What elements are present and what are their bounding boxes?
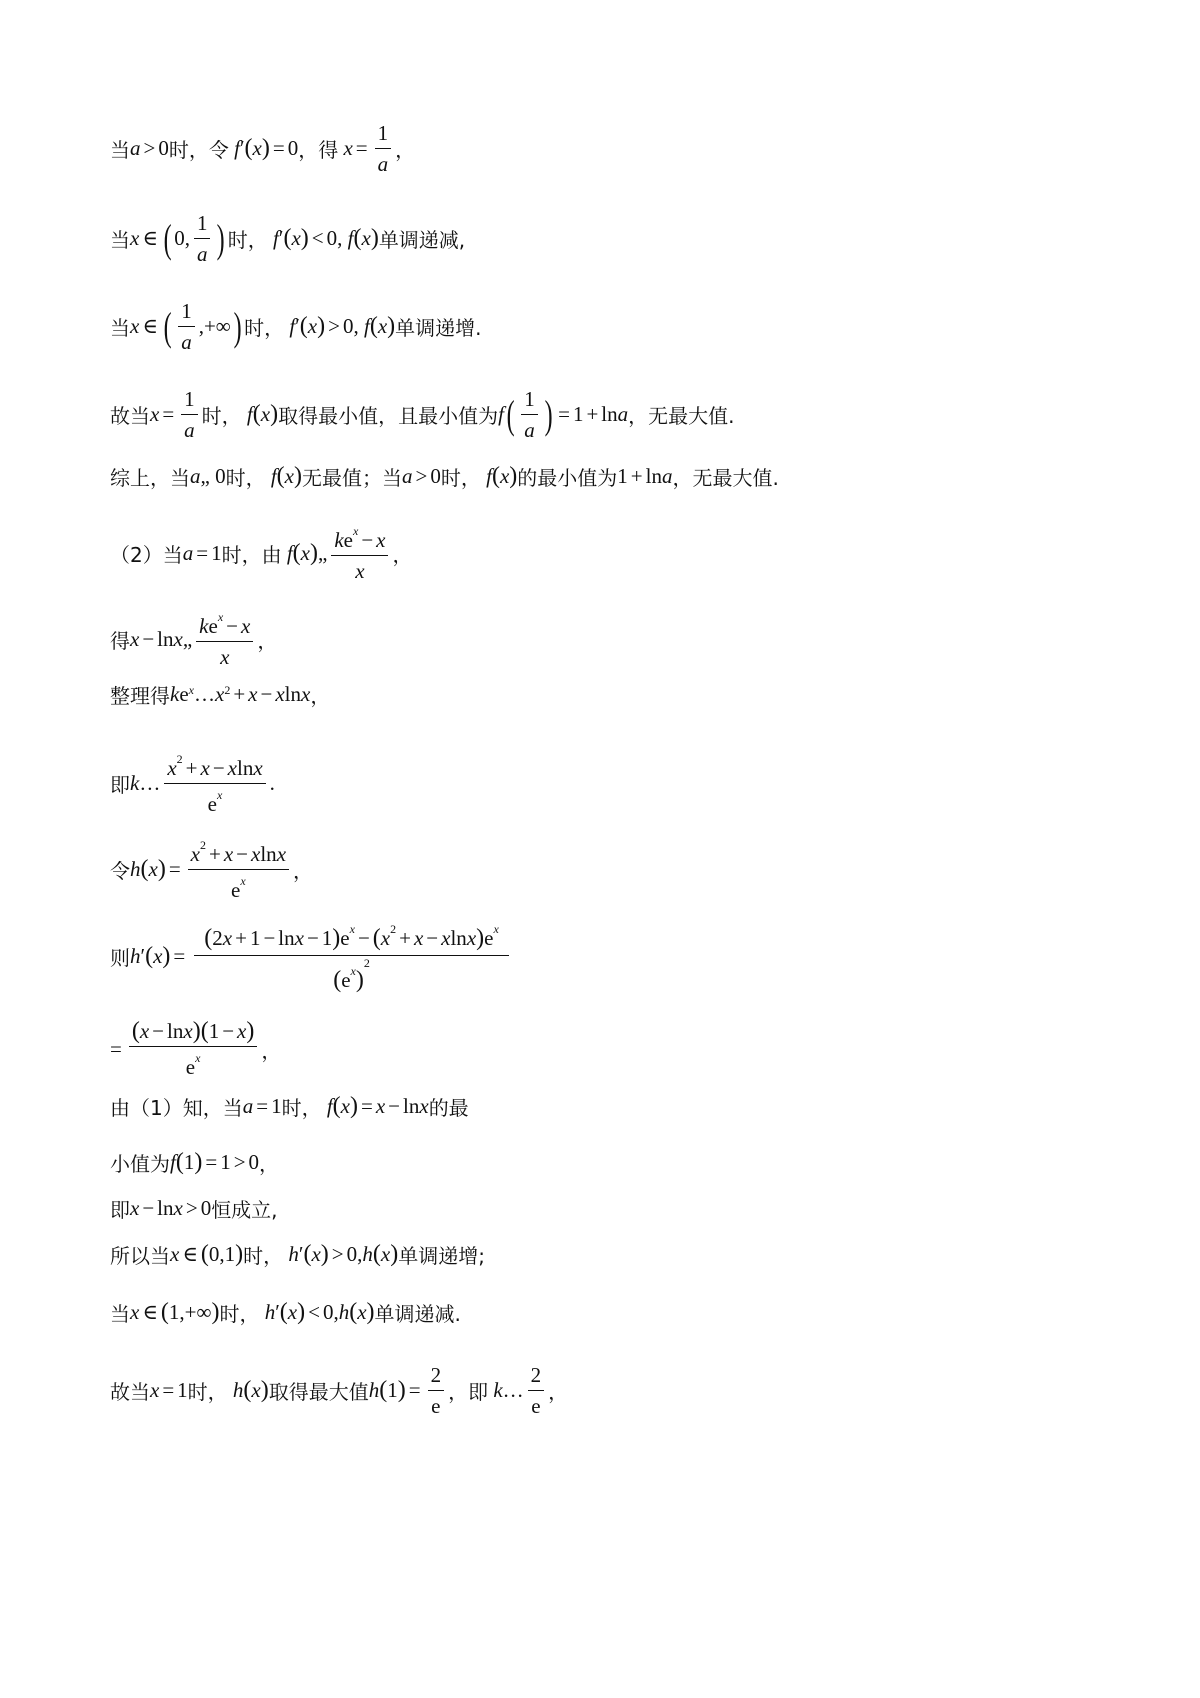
line-17: 当 x ∈ ( 1,+∞ ) 时， h ′ ( x ) < 0, h ( x ) 单调递减. xyxy=(110,1299,461,1326)
fraction: $\frac{1}{a}$ xyxy=(375,120,392,177)
line-14: 小值为 f ( 1 ) = 1 > 0 ， xyxy=(110,1149,280,1176)
text: ，无最大值. xyxy=(628,404,735,428)
line-1: 当 a > 0 时， 令 f ′ ( x ) = 0 ， 得 x = $\frac{1}{a}$ ， xyxy=(110,121,416,176)
line-5: 综上，当 a „ 0 时， f ( x ) 无最值；当 a > 0 时， f ( x ) 的最小值为 1 + ln a ，无最大值. xyxy=(110,463,779,490)
line-3: 当 x ∈ ( $\frac{1}{a}$ ,+∞ ) 时， f ′ ( x ) > 0, f ( x ) 单调递增. xyxy=(110,299,482,354)
line-15: 即 x − ln x > 0 恒成立, xyxy=(110,1196,278,1222)
text: 的最 xyxy=(428,1096,469,1120)
line-9: 即 k … $\frac{x^2 + x - xlnx}{e^x}$ . xyxy=(110,752,275,816)
text: 得 xyxy=(318,138,339,162)
line-8: 整理得 k e $^x$ … x $^2$ + x − x ln x ， xyxy=(110,682,331,708)
line-18: 故当 x = 1 时， h ( x ) 取得最大值 h ( 1 ) = $\frac{2}{e}$ ，即 k … $\frac{2}{e}$ ， xyxy=(110,1363,569,1418)
line-10: 令 h ( x ) = $\frac{x^2 + x - xlnx}{e^x}$ ， xyxy=(110,838,314,902)
text: 恒成立, xyxy=(211,1198,278,1222)
text: 令 xyxy=(208,138,229,162)
text: 单调递减. xyxy=(374,1302,461,1326)
text: 取得最小值，且最小值为 xyxy=(278,404,499,428)
line-4: 故当 x = $\frac{1}{a}$ 时， f ( x ) 取得最小值，且最小值为 f ( $\frac{1}{a}$ ) = 1 + ln a ，无最大值. xyxy=(110,387,735,442)
line-7: 得 x − ln x „ $\frac{ke^x - x}{x}$ ， xyxy=(110,610,278,669)
line-6: （2）当 a = 1 时， 由 f ( x ) „ $\frac{ke^x - x}{x}$ ， xyxy=(110,524,413,583)
text: 综上，当 xyxy=(110,466,190,490)
text: 取得最大值 xyxy=(268,1380,369,1404)
text: 无最值；当 xyxy=(302,466,402,490)
text: （2）当 xyxy=(110,542,183,567)
text: 故当 xyxy=(110,404,150,428)
text: 所以当 xyxy=(110,1244,170,1268)
text: 小值为 xyxy=(110,1152,170,1176)
text: 单调递增; xyxy=(398,1244,485,1268)
line-text-index: 当a > 0时，令f′(x) = 0，得x = 1/a，当x ∈ (0, 1/a)时，f′(x) < 0, f(x)单调递减,当x ∈ (1/a, +∞)时，f′(x) > 0, f(x)单调递增. 故当x = 1/a时，f(x)取得最小值，且最小值为f(1/a) = 1 + lna，无最大值.综上，当a„ 0时，f(x)无最值；当a > 0时，f(x)的最小值为1 + lna，无最大值.（2）当a = 1时，由f(x)„ (ke^x − x)/x， 得x − lnx„ (ke^x − x)/x，整理得ke^x… x^2 + x − xlnx，即k… (x^2 + x − xlnx)/e^x. 令h(x) = (x^2 + x − xlnx)/e^x，则h′(x) = [(2x + 1 − lnx − 1)e^x − (x^2 + x − xlnx)e^x]/(e^x)^2= (x − lnx)(1 − x)/e^x， 由（1）知，当a = 1时，f(x) = x − lnx的最小值为f(1) = 1 > 0，即x − lnx > 0恒成立， 所以当x ∈ (0,1)时，h′(x) > 0, h(x)单调递增；当x ∈ (1, +∞)时，h′(x) < 0, h(x)单调递减.故当x = 1时，h(x)取得最大值h(1) = 2/e，即k… 2/e， xyxy=(0,1690,358,1691)
line-13: 由（1）知，当 a = 1 时， f ( x ) = x − ln x 的最 xyxy=(110,1093,469,1120)
text: 则 xyxy=(110,946,130,970)
text: 由（1）知，当 xyxy=(110,1096,243,1120)
text: 单调递减, xyxy=(378,228,466,252)
text: 单调递增. xyxy=(395,316,482,340)
text: 整理得 xyxy=(110,684,170,708)
text: 当 xyxy=(110,138,130,162)
text: 即 xyxy=(110,773,130,797)
line-11: 则 h ′ ( x ) = $\frac{(2x + 1 - \ln x - 1)e^x - (x^2 + x - xlnx)e^x}{(e^x)^2}$ xyxy=(110,920,513,993)
text: 时， xyxy=(168,138,209,162)
line-16: 所以当 x ∈ ( 0,1 ) 时， h ′ ( x ) > 0, h ( x ) 单调递增; xyxy=(110,1241,485,1268)
text: ， xyxy=(395,138,416,162)
text: ，即 xyxy=(448,1380,489,1404)
text: 由 xyxy=(261,542,282,567)
line-2: 当 x ∈ ( 0, $\frac{1}{a}$ ) 时， f ′ ( x ) < 0, f ( x ) 单调递减, xyxy=(110,211,466,266)
line-12: = $\frac{(x - \ln x)(1 - x)}{e^x}$ ， xyxy=(110,1018,282,1079)
text: 的最小值为 xyxy=(517,466,618,490)
